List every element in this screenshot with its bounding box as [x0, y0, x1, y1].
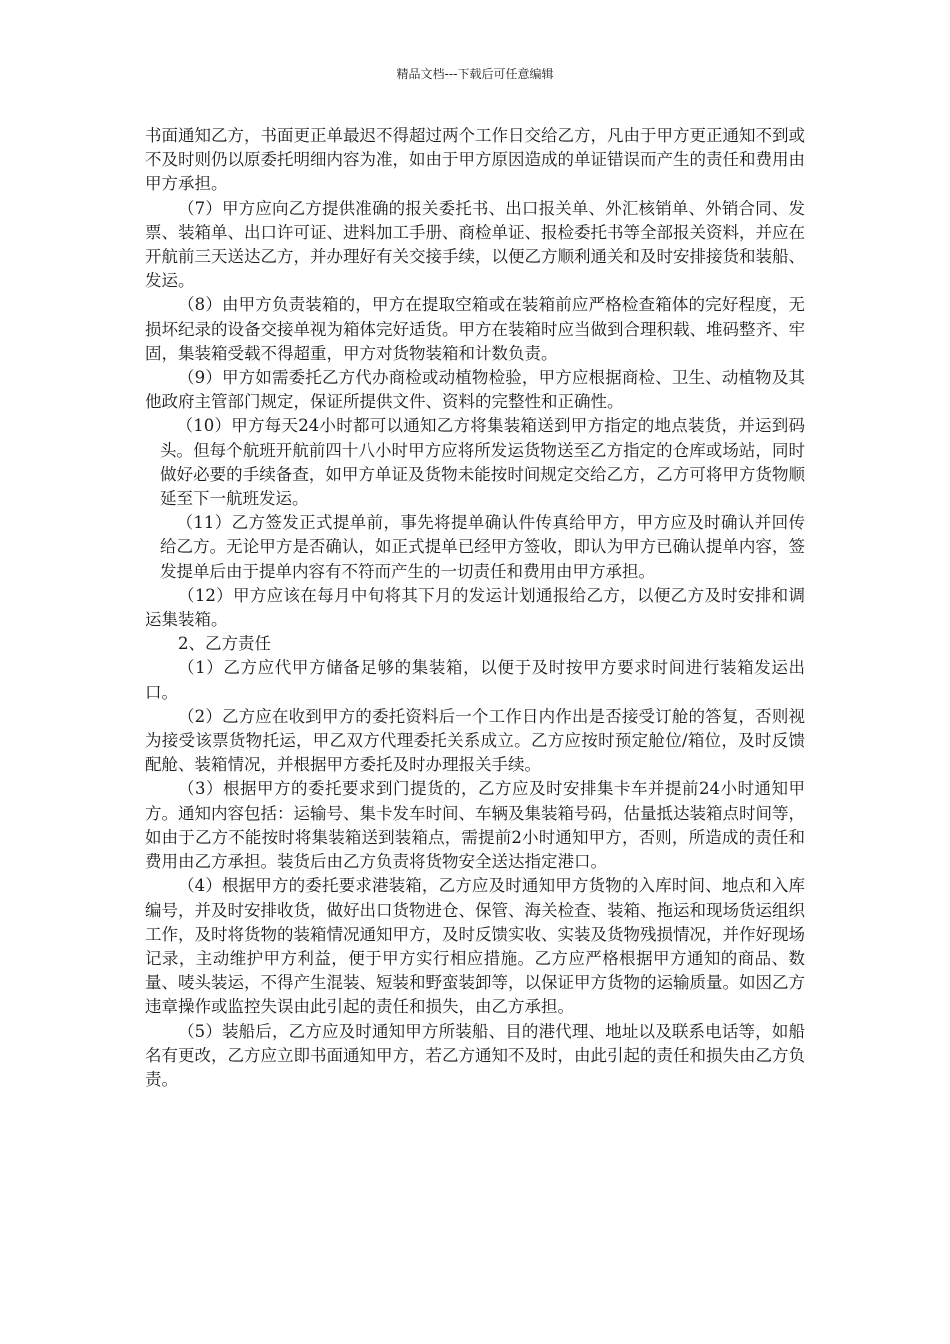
paragraph-b-item-5: （5）装船后，乙方应及时通知甲方所装船、目的港代理、地址以及联系电话等，如船名有更改，乙方应立即书面通知甲方，若乙方通知不及时，由此引起的责任和损失由乙方负责。 [145, 1021, 805, 1089]
section-heading-party-b: 2、乙方责任 [178, 634, 271, 654]
paragraph-b-item-1: （1）乙方应代甲方储备足够的集装箱，以便于及时按甲方要求时间进行装箱发运出口。 [145, 658, 805, 702]
page-header: 精品文档---下载后可任意编辑 [396, 67, 554, 81]
paragraph-item-9: （9）甲方如需委托乙方代办商检或动植物检验，甲方应根据商检、卫生、动植物及其他政府主管部门规定，保证所提供文件、资料的完整性和正确性。 [145, 368, 805, 412]
paragraph-item-8: （8）由甲方负责装箱的，甲方在提取空箱或在装箱前应严格检查箱体的完好程度，无损坏纪录的设备交接单视为箱体完好适货。甲方在装箱时应当做到合理积载、堆码整齐、牢固，集装箱受载不得超重，甲方对货物装箱和计数负责。 [145, 295, 805, 363]
document-body [145, 124, 805, 1092]
paragraph-continuation: 书面通知乙方，书面更正单最迟不得超过两个工作日交给乙方，凡由于甲方更正通知不到或不及时则仍以原委托明细内容为准，如由于甲方原因造成的单证错误而产生的责任和费用由甲方承担。 [145, 126, 805, 194]
paragraph-item-7: （7）甲方应向乙方提供准确的报关委托书、出口报关单、外汇核销单、外销合同、发票、装箱单、出口许可证、进料加工手册、商检单证、报检委托书等全部报关资料，并应在开航前三天送达乙方，并办理好有关交接手续，以便乙方顺利通关和及时安排接货和装船、发运。 [145, 198, 805, 291]
paragraph-item-11: （11）乙方签发正式提单前，事先将提单确认件传真给甲方，甲方应及时确认并回传给乙方。无论甲方是否确认，如正式提单已经甲方签收，即认为甲方已确认提单内容，签发提单后由于提单内容有不符而产生的一切责任和费用由甲方承担。 [160, 513, 805, 581]
paragraph-b-item-2: （2）乙方应在收到甲方的委托资料后一个工作日内作出是否接受订舱的答复，否则视为接受该票货物托运，甲乙双方代理委托关系成立。乙方应按时预定舱位/箱位，及时反馈配舱、装箱情况，并根据甲方委托及时办理报关手续。 [145, 706, 805, 775]
paragraph-item-10: （10）甲方每天24小时都可以通知乙方将集装箱送到甲方指定的地点装货，并运到码头。但每个航班开航前四十八小时甲方应将所发运货物送至乙方指定的仓库或场站，同时做好必要的手续备查，如甲方单证及货物未能按时间规定交给乙方，乙方可将甲方货物顺延至下一航班发运。 [160, 416, 805, 509]
paragraph-b-item-3: （3）根据甲方的委托要求到门提货的，乙方应及时安排集卡车并提前24小时通知甲方。通知内容包括：运输号、集卡发车时间、车辆及集装箱号码，估量抵达装箱点时间等，如由于乙方不能按时将集装箱送到装箱点，需提前2小时通知甲方，否则，所造成的责任和费用由乙方承担。装货后由乙方负责将货物安全送达指定港口。 [145, 779, 805, 872]
paragraph-item-12: （12）甲方应该在每月中旬将其下月的发运计划通报给乙方，以便乙方及时安排和调运集装箱。 [145, 585, 805, 630]
paragraph-b-item-4: （4）根据甲方的委托要求港装箱，乙方应及时通知甲方货物的入库时间、地点和入库编号，并及时安排收货，做好出口货物进仓、保管、海关检查、装箱、拖运和现场货运组织工作，及时将货物的装箱情况通知甲方，及时反馈实收、实装及货物残损情况，并作好现场记录，主动维护甲方利益，便于甲方实行相应措施。乙方应严格根据甲方通知的商品、数量、唛头装运，不得产生混装、短装和野蛮装卸等，以保证甲方货物的运输质量。如因乙方违章操作或监控失误由此引起的责任和损失，由乙方承担。 [145, 876, 805, 1017]
